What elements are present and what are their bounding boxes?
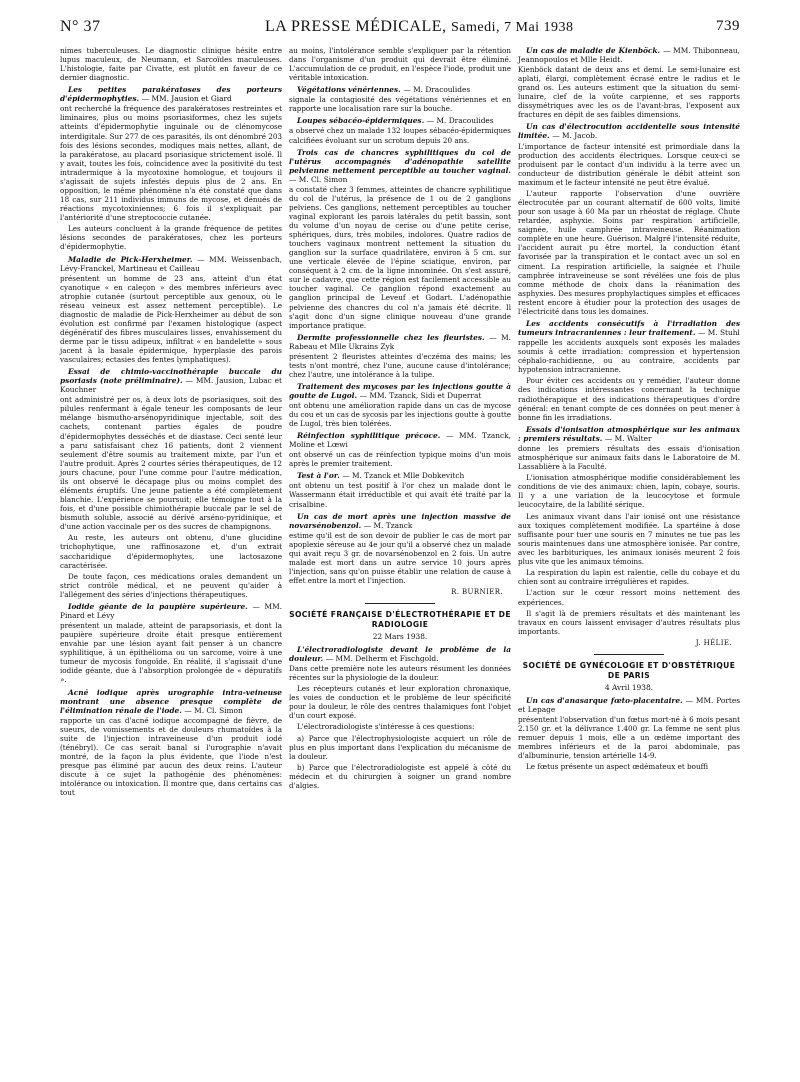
article-title: Les petites parakératoses des porteurs d'épidermophyties. — MM. Jausion et Giard <box>60 85 282 104</box>
page-number: 739 <box>716 18 740 34</box>
article-authors: — M. Stuhl <box>697 327 740 337</box>
article-title: Dermite professionnelle chez les fleuristes. — M. Rabeau et Mlle Ukrains Zyk <box>289 332 512 351</box>
paragraph: ont obtenu un test positif à l'or chez un malade dont le Wassermann était irréductible et qui avait été traité par la crisalbine. <box>289 481 511 509</box>
paragraph: L'électroradiologiste s'intéresse à ces questions: <box>297 722 475 732</box>
article-authors: — MM. Pinard et Lévy <box>60 602 282 621</box>
paragraph: Au reste, les auteurs ont obtenu, d'une glucidine trichophytique, une raffinosazone et, d'un extrait saccharidique d'épidermophytes, une lactosazone caractérisée. <box>60 533 282 570</box>
paragraph: donne les premiers résultats des essais d'ionisation atmosphérique sur animaux faits dans le Laboratoire de M. Lassablière à la Faculté. <box>518 443 740 471</box>
article-title: Réinfection syphilitique précoce. — MM. Tzanck, Moline et Lœwi <box>289 431 511 450</box>
article-authors: — MM. Tzanck, Moline et Lœwi <box>289 431 511 450</box>
paragraph: ont administré per os, à deux lots de psoriasiques, soit des pilules renfermant à égale teneur les composants de leur mélange bismutho-arsénopyridinique injectable, soit des cachets, contenant parties égales de poudre d'épidermophytes desséchés et de diastase. Ceci senté leur a paru satisfaisant chez 16 patients, dont 2 viennent seulement d'être soumis au traitement mixte, par l'un et l'autre produit. Après 2 courtes séries thérapeutiques, de 12 jours chacune, pour l'une comme pour l'autre médication, ils ont observé le décapage plus ou moins complet des éléments éruptifs. Une jeune patiente a été complètement blanchie. L'expérience se poursuit; elle témoigne tout à la fois, et d'une possible chimiothérapie buccale par le sel de bismuth soluble, associé au dérivé arséno-pyridinique, et d'une action vaccinale per os des sucres de champignons. <box>60 395 282 532</box>
paragraph: Le fœtus présente un aspect œdémateux et bouffi <box>526 762 708 772</box>
article-authors: — M. Tzanck <box>363 520 413 530</box>
article-title: Un cas de maladie de Kienböck. — MM. Thibonneau, Jeannopoulos et Mlle Heidt. <box>518 46 741 65</box>
paragraph: Kienböck datant de deux ans et demi. Le semi-lunaire est aplati, élargi, complètement écrasé entre le radius et le grand os. Les auteurs estiment que la situation du semi-lunaire, clef de la voûte carpienne, et ses rapports dissymétriques avec les os de l'avant-bras, l'exposent aux fractures en dépit de ses faibles dimensions. <box>518 65 740 120</box>
paragraph: a observé chez un malade 132 loupes sébacéo-épidermiques calcifiées évoluant sur un scrotum depuis 20 ans. <box>289 126 511 145</box>
article-authors: — M. Dracoulides <box>426 116 494 126</box>
article-title: Acné iodique après urographie intra-veineuse montrant une absence presque complète de l'élimination rénale de l'iode. — M. Cl. Simon <box>60 687 282 715</box>
paragraph: rapporte un cas d'acné iodique accompagné de fièvre, de sueurs, de vomissements et de douleurs rhumatoïdes à la suite de l'injection intraveineuse d'un produit iodé (ténébryl). Ce cas serait banal si l'urographie n'avait montré, de la façon la plus évidente, que l'iode n'est presque pas éliminé par aucun des deux reins. L'auteur discute à ce sujet la pathogénie des phénomènes: intolérance ou intoxication. Il montre que, dans certains cas tout <box>60 715 282 798</box>
paragraph: Dans cette première note les auteurs résument les données récentes sur la physiologie de la douleur. <box>289 663 511 682</box>
paragraph: présentent un malade, atteint de parapsoriasis, et dont la paupière supérieure droite était presque entièrement envahie par une lésion ayant fait penser à un chancre syphilitique, à un épithélioma ou un sarcome, voire à une tumeur de mycosis fongoïde. En réalité, il s'agissait d'une iodide géante, due à l'absorption prolongée de « dépuratifs ». <box>60 621 282 685</box>
session-date: 22 Mars 1938. <box>372 632 428 642</box>
paragraph: a constaté chez 3 femmes, atteintes de chancre syphilitique du col de l'utérus, la présence de 1 ou de 2 ganglions pelviens. Ces ganglions, nettement perceptibles au toucher vaginal explorant les parois latérales du petit bassin, sont du volume d'un noyau de cerise ou d'une petite cerise, sphériques, durs, très mobiles, indolores. Quatre radios de touchers vaginaux montrent nettement la situation du ganglion sur la surface quadrilatère, environ à 5 cm. sur une verticale élevée de l'épine sciatique, environ, par conséquent à 2 cm. de la ligne innominée. On s'est assuré, sur le cadavre, que cette région est facilement accessible au toucher vaginal. Ce ganglion répond exactement au ganglion principal de Leveuf et Godart. L'adénopathie pelvienne des chancres du col n'a jamais été décrite. Il s'agit donc d'un signe clinique nouveau d'une grande importance pratique. <box>289 184 511 330</box>
article-authors: — MM. Thibonneau, Jeannopoulos et Mlle Heidt. <box>518 46 741 65</box>
session-date: 4 Avril 1938. <box>604 683 654 693</box>
signature: J. HÉLIE. <box>695 638 732 647</box>
divider <box>365 603 435 604</box>
article-title: Végétations vénériennes. — M. Dracoulides <box>297 85 471 95</box>
article-authors: — MM. Tzanck, Sidi et Duperrat <box>359 390 482 400</box>
paragraph: ont recherché la fréquence des parakératoses restreintes et liminaires, plus ou moins psoriasiformes, chez les sujets atteints d'épidermophytie inguinale ou de clénomycose interdigitale. Sur 277 de ces parasités, ils ont dénombré 203 fois des lésions secondes, modiques mais nettes, allant, de la parakératose, au placard psoriasique strictement isolé. Il y avait, toutes les fois, coïncidence avec la positivité du test intradermique à la mycotoxine homologue, et toujours il s'agissait de sujets infestés depuis plus de 2 ans. En opposition, le même phénomène n'a été constaté que dans 18 cas, sur 211 individus immuns de mycose, et dénués de réactions mycotoxiniennes; 6 fois il s'expliquait par l'antériorité d'une streptococcie cutanée. <box>60 104 282 223</box>
article-authors: — MM. Portes et Lepage <box>518 695 740 714</box>
article-authors: — MM. Jausion et Giard <box>141 94 232 104</box>
paragraph: L'action sur le cœur ressort moins nettement des expériences. <box>518 588 740 607</box>
article-title: Iodide géante de la paupière supérieure. — MM. Pinard et Lévy <box>60 602 282 621</box>
paragraph: ont observé un cas de réinfection typique moins d'un mois après le premier traitement. <box>289 450 511 469</box>
paragraph: b) Parce que l'électroradiologiste est appelé à côté du médecin et du chirurgien à soigner un grand nombre d'algies. <box>289 763 511 791</box>
article-title: Trois cas de chancres syphilitiques du col de l'utérus accompagnés d'adénopathie satellite pelvienne nettement perceptible au toucher vaginal. — M. Cl. Simon <box>289 147 511 184</box>
article-authors: — M. Walter <box>604 433 652 443</box>
paragraph: a) Parce que l'électrophysiologiste acquiert un rôle de plus en plus important dans l'explication du mécanisme de la douleur. <box>289 733 511 761</box>
paragraph: rappelle les accidents auxquels sont exposés les malades soumis à cette irradiation: compression et hypertension céphalo-rachidienne, ou au contraire, accidents par hypotension intracranienne. <box>518 337 740 375</box>
column-2 <box>289 46 511 792</box>
paragraph: De toute façon, ces médications orales demandent un strict contrôle médical, et ne peuvent qu'aider à l'allégement des séries d'injections thérapeutiques. <box>60 571 282 599</box>
signature: R. BURNIER. <box>451 588 503 597</box>
article-authors: — M. Rabeau et Mlle Ukrains Zyk <box>289 332 512 351</box>
paragraph: au moins, l'intolérance semble s'expliquer par la rétention dans l'organisme d'un produit qui devrait être éliminé. L'accumulation de ce produit, en l'espèce l'iode, produit une véritable intoxication. <box>289 46 511 83</box>
article-authors: — M. Cl. Simon <box>184 705 243 715</box>
article-title: Un cas de mort après une injection massive de novarsénobenzol. — M. Tzanck <box>289 511 511 530</box>
paragraph: nimes tuberculeuses. Le diagnostic clinique hésite entre lupus maculeux, de Neumann, et Sarcoïdes maculeuses. L'histologie, faite par Civatte, est plutôt en faveur de ce dernier diagnostic. <box>60 46 282 83</box>
paragraph: présentent l'observation d'un fœtus mort-né à 6 mois pesant 2.150 gr. et la délivrance 1.400 gr. La femme ne sent plus remuer depuis 1 mois, elle a un œdème important des membres inférieurs et de la paroi abdominale, pas d'albuminurie, tension artérielle 14-9. <box>518 714 740 760</box>
paragraph: L'importance de facteur intensité est primordiale dans la production des accidents électriques. Lorsque ceux-ci se produisent par le contact d'un individu à la terre avec un conducteur de distribution générale le débit atteint son maximum et le facteur intensité ne peut être évalué. <box>518 141 740 187</box>
paragraph: présentent un homme de 23 ans, atteint d'un état cyanotique « en caleçon » des membres inférieurs avec atrophie cutanée (surtout perceptible aux genoux, où le réseau veineux est assez nettement perceptible). Le diagnostic de maladie de Pick-Herxheimer au début de son évolution est confirmé par l'examen histologique (aspect dégénératif des fibres musculaires lisses, envahissement du derme par le tissu adipeux, infiltrat « en bandelette » sous jacent à la basale épidermique, hyperplasie des parois vasculaires; ectasies des fentes lymphatiques). <box>60 273 282 365</box>
society-heading: SOCIÉTÉ FRANÇAISE D'ÉLECTROTHÉRAPIE ET DE RADIOLOGIE <box>289 609 511 630</box>
paragraph: L'auteur rapporte l'observation d'une ouvrière électrocutée par un courant alternatif de 600 volts, limité pour son usage à 60 Ma par un rhéostat de réglage. Chute retardée, asphyxie. Soins par respiration artificielle, saignée, huile camphrée intraveineuse. Réanimation complète en une heure. Guérison. Malgré l'intensité réduite, l'accident aurait pu être mortel, la conduction étant favorisée par la transpiration et le contact avec un sol en ciment. La respiration artificielle, la saignée et l'huile camphrée intraveineuse se sont révélées une fois de plus comme méthode de choix dans la réanimation des asphyxies. Des mesures prophylactiques simples et efficaces restent encore à étudier pour la protection des usages de l'électricité dans tous les domaines. <box>518 189 740 316</box>
article-title: L'électroradiologiste devant le problème de la douleur. — MM. Delherm et Fischgold. <box>289 644 511 663</box>
paragraph: ont obtenu une amélioration rapide dans un cas de mycose du cou et un cas de sycosis par les injections goutte à goutte de Lugol, très bien tolérées. <box>289 401 511 429</box>
journal-title: LA PRESSE MÉDICALE, Samedi, 7 Mai 1938 <box>265 18 574 35</box>
column-1 <box>60 46 282 799</box>
page-header <box>60 12 740 38</box>
paragraph: signale la contagiosité des végétations vénériennes et en rapporte une localisation rare sur la bouche. <box>289 95 511 114</box>
paragraph: L'ionisation atmosphérique modifie considérablement les conditions de vie des animaux: chien, lapin, cobaye, souris. Il y a une variation de la leucocytose et formule leucocytaire, de la labilité sérique. <box>518 473 740 510</box>
article-authors: — MM. Delherm et Fischgold. <box>325 653 439 663</box>
paragraph: Les animaux vivant dans l'air ionisé ont une résistance aux toxiques complètement modifiée. La spartéine à dose suffisante pour tuer une souris en 7 minutes ne tue pas les souris maintenues dans une atmosphère ionisée. Par contre, avec les barbituriques, les animaux ionisés meurent 2 fois plus vite que les animaux témoins. <box>518 511 740 566</box>
article-authors: — M. Jacob. <box>552 131 598 141</box>
issue-date: Samedi, 7 Mai 1938 <box>451 20 574 35</box>
article-title: Loupes sébacéo-épidermiques. — M. Dracoulides <box>297 116 494 126</box>
article-authors: — M. Dracoulides <box>403 85 471 95</box>
article-title: Traitement des mycoses par les injections goutte à goutte de Lugol. — MM. Tzanck, Sidi et Duperrat <box>289 381 511 400</box>
paragraph: Pour éviter ces accidents ou y remédier, l'auteur donne des indications intéressantes concernant la technique radiothérapique et des indications thérapeutiques d'ordre général: en tenant compte de ces données on peut mener à bonne fin les irradiations. <box>518 376 740 422</box>
article-authors: — MM. Jausion, Lubac et Kouchner <box>60 376 282 395</box>
society-heading: SOCIÉTÉ DE GYNÉCOLOGIE ET D'OBSTÉTRIQUE DE PARIS <box>522 660 736 680</box>
paragraph: La respiration du lapin est ralentie, celle du cobaye et du chien sont au contraire irrégulières et rapides. <box>518 568 740 587</box>
divider <box>594 654 664 655</box>
article-title: Essais d'ionisation atmosphérique sur les animaux : premiers résultats. — M. Walter <box>518 424 740 443</box>
article-title: Un cas d'électrocution accidentelle sous intensité limitée. — M. Jacob. <box>518 122 740 141</box>
article-title: Un cas d'anasarque fœto-placentaire. — MM. Portes et Lepage <box>518 695 740 714</box>
article-authors: — M. Cl. Simon <box>289 174 348 184</box>
paragraph: Les récepteurs cutanés et leur exploration chronaxique, les voies de conduction et le problème de leur spécificité pour la douleur, le rôle des centres thalamiques font l'objet d'un court exposé. <box>289 684 511 721</box>
article-title: Test à l'or. — M. Tzanck et Mlle Dobkevitch <box>297 471 465 481</box>
paragraph: présentent 2 fleuristes atteintes d'eczéma des mains; les tests n'ont montré, chez l'une, aucune cause d'intolérance; chez l'autre, une intolérance à la tulipe. <box>289 351 511 379</box>
article-authors: — MM. Weissenbach, Lévy-Franckel, Martineau et Cailleau <box>60 254 282 273</box>
article-title: Maladie de Pick-Herxheimer. — MM. Weissenbach, Lévy-Franckel, Martineau et Cailleau <box>60 254 282 273</box>
paragraph: estime qu'il est de son devoir de publier le cas de mort par apoplexie séreuse au 4e jour qu'il a observé chez un malade qui avait reçu 3 gr. de novarsénobenzol en 2 fois. Un autre malade est mort dans un autre service 10 jours après l'injection, sans qu'on puisse établir une relation de cause à effet entre la mort et l'injection. <box>289 530 511 585</box>
column-3 <box>518 46 740 773</box>
paragraph: Il s'agit là de premiers résultats et dès maintenant les travaux en cours laissent envisager d'autres résultats plus importants. <box>518 608 740 636</box>
issue-number: N° 37 <box>60 18 101 35</box>
article-title: Essai de chimio-vaccinothérapie buccale du psoriasis (note préliminaire). — MM. Jausion, Lubac et Kouchner <box>60 367 282 395</box>
article-authors: — M. Tzanck et Mlle Dobkevitch <box>342 471 465 481</box>
paragraph: Les auteurs concluent à la grande fréquence de petites lésions secondes de parakératoses, chez les porteurs d'épidermophytie. <box>60 224 282 252</box>
article-title: Les accidents consécutifs à l'irradiation des tumeurs intracraniennes : leur traitement. — M. Stuhl <box>518 318 740 337</box>
